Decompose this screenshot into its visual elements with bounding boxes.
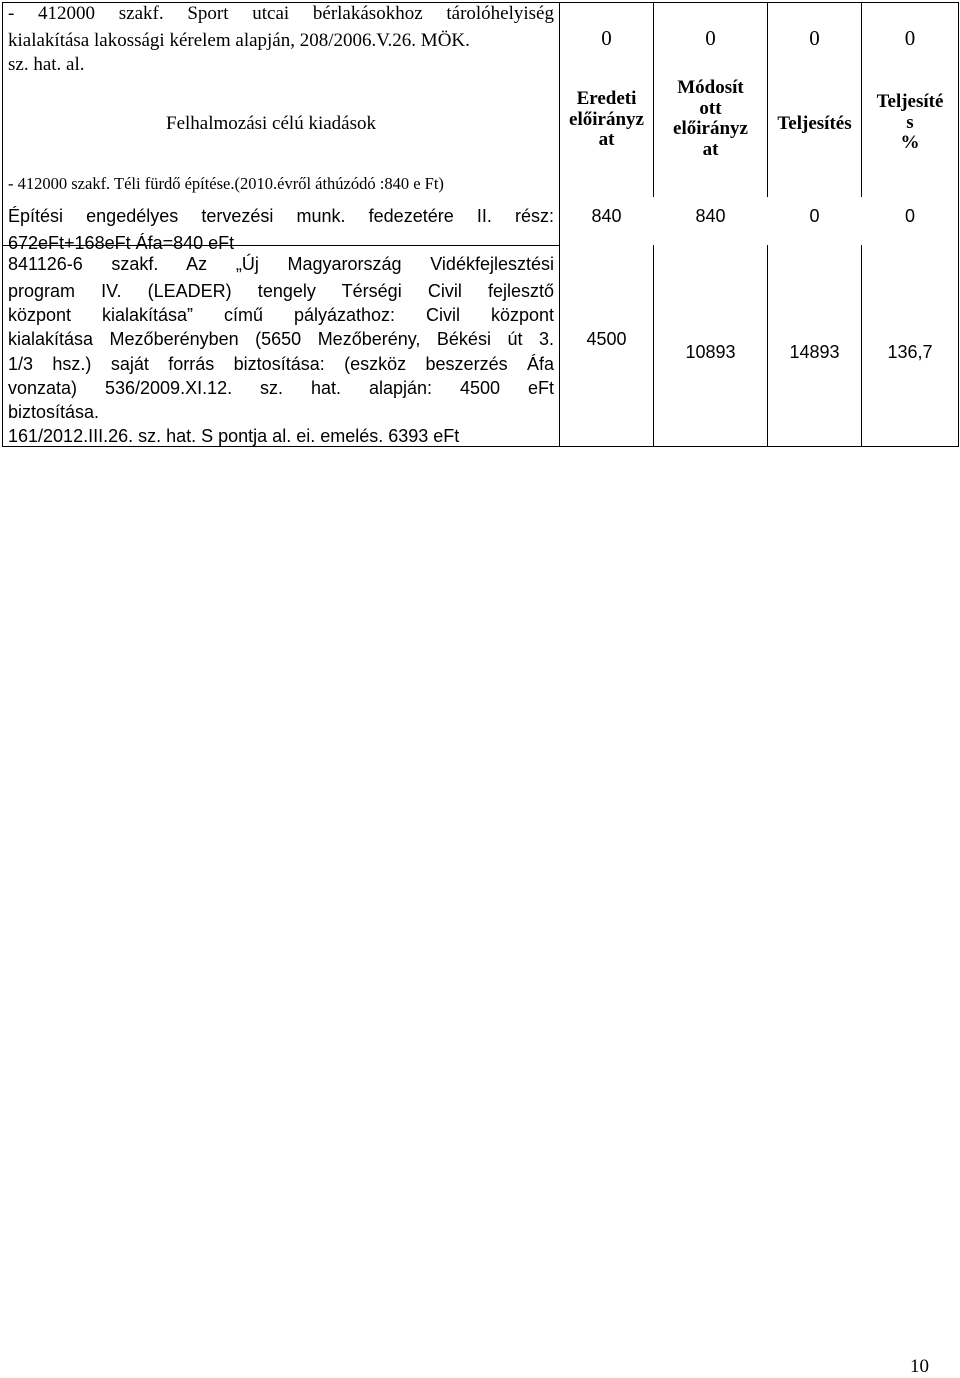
leader-text-last-line: 161/2012.III.26. sz. hat. S pontja al. ei. emelés. 6393 eFt [8, 426, 460, 446]
header-pct-line-1: Teljesíté [876, 91, 944, 112]
header-modositott [654, 78, 767, 160]
header-eredeti-line-3: at [598, 129, 615, 150]
table-border-left [2, 2, 3, 447]
sport-text-line-2: kialakítása lakossági kérelem alapján, 208/2006.V.26. MÖK. [8, 30, 470, 51]
header-eredeti-line-2: előirányz [569, 108, 644, 130]
header-eredeti-line-1: Eredeti [576, 88, 637, 109]
header-teljesites-pct [862, 92, 958, 154]
leader-value-modositott: 10893 [685, 342, 736, 362]
section-title: Felhalmozási célú kiadások [166, 113, 376, 134]
sport-text-line-3: sz. hat. al. [8, 54, 85, 75]
epitesi-value-modositott: 840 [695, 206, 726, 226]
epitesi-text-line-1: Építési engedélyes tervezési munk. fedezetére II. rész: [8, 206, 554, 226]
leader-text-line-6: vonzata) 536/2009.XI.12. sz. hat. alapján: 4500 eFt [8, 378, 554, 398]
sport-value-teljesites: 0 [809, 26, 820, 50]
leader-text-line-4: kialakítása Mezőberényben (5650 Mezőberény, Békési út 3. [8, 329, 554, 349]
header-modositott-line-3: előirányz [673, 118, 748, 139]
leader-text-line-3: központ kialakítása” című pályázathoz: Civil központ [8, 305, 554, 325]
header-modositott-line-2: ott [699, 97, 722, 119]
header-modositott-line-4: at [702, 138, 719, 160]
header-teljesites: Teljesítés [777, 113, 852, 134]
leader-value-eredeti: 4500 [586, 329, 627, 349]
header-modositott-line-1: Módosít [677, 77, 744, 98]
epitesi-value-eredeti: 840 [591, 206, 622, 226]
table-border-right [958, 2, 959, 447]
sport-text-line-1: - 412000 szakf. Sport utcai bérlakásokhoz tárolóhelyiség [8, 3, 554, 24]
leader-value-teljesites: 14893 [789, 342, 840, 362]
leader-text-line-7: biztosítása. [8, 402, 100, 422]
epitesi-text-line-2: 672eFt+168eFt Áfa=840 eFt [8, 233, 235, 253]
epitesi-value-pct: 0 [904, 206, 915, 226]
header-pct-line-3: % [900, 132, 920, 153]
page-number: 10 [910, 1356, 929, 1377]
sport-value-eredeti: 0 [601, 26, 612, 50]
leader-text-line-5: 1/3 hsz.) saját forrás biztosítása: (eszköz beszerzés Áfa [8, 354, 554, 374]
header-pct-line-2: s [906, 111, 914, 133]
leader-text-line-2: program IV. (LEADER) tengely Térségi Civil fejlesztő [8, 281, 554, 301]
leader-text-line-1: 841126-6 szakf. Az „Új Magyarország Vidékfejlesztési [8, 254, 554, 274]
teli-furdo-text: - 412000 szakf. Téli fürdő építése.(2010.évről áthúzódó :840 e Ft) [8, 174, 444, 193]
epitesi-value-teljesites: 0 [809, 206, 820, 226]
sport-value-pct: 0 [904, 26, 916, 50]
header-eredeti [560, 89, 653, 151]
sport-value-modositott: 0 [705, 26, 716, 50]
leader-value-pct: 136,7 [887, 342, 933, 362]
